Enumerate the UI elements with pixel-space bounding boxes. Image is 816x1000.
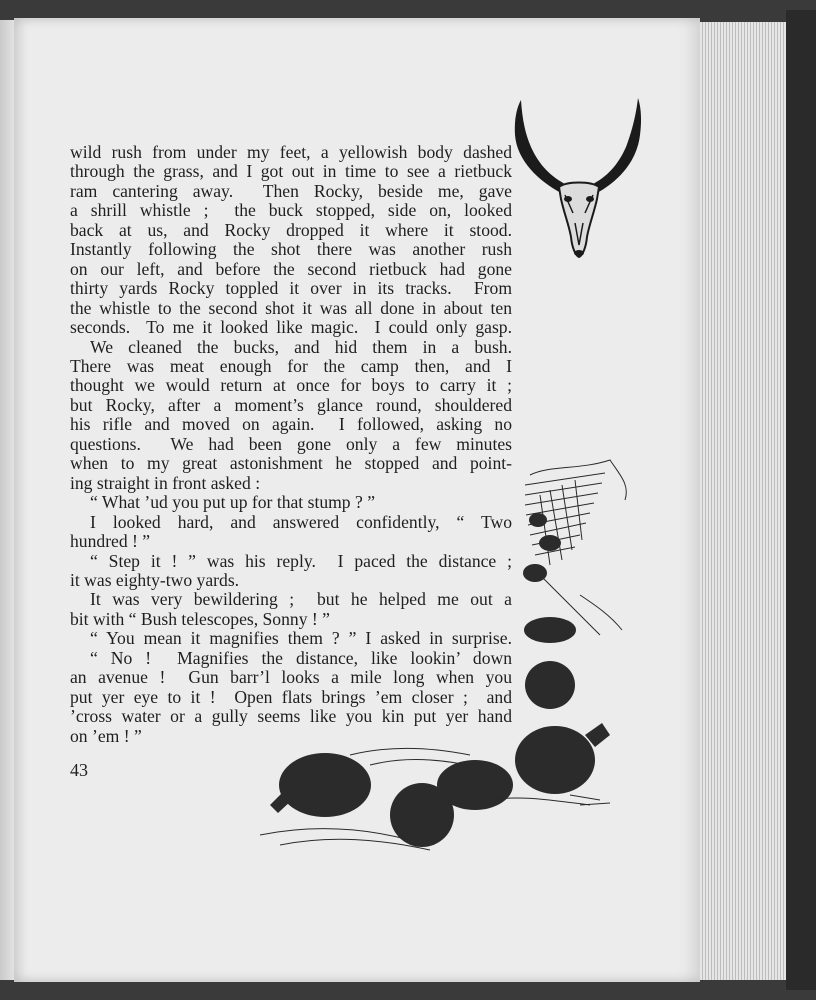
text-line: the whistle to the second shot it was all done in about ten [70, 297, 512, 318]
right-horn [591, 98, 641, 193]
book-cover [786, 10, 816, 990]
text-line: There was meat enough for the camp then, and I [70, 355, 512, 376]
text-line: questions. We had been gone only a few minutes [70, 433, 512, 454]
text-line: an avenue ! Gun barr’l looks a mile long when you [70, 667, 512, 688]
text-line: “ You mean it magnifies them ? ” I asked in surprise. [90, 628, 512, 649]
text-line: thirty yards Rocky toppled it over in its tracks. From [70, 278, 512, 299]
skull-nose [574, 250, 584, 256]
text-line: We cleaned the bucks, and hid them in a bush. [90, 336, 512, 357]
skull-eye-left [564, 196, 572, 202]
skull [559, 183, 599, 258]
text-line: bit with “ Bush telescopes, Sonny ! ” [70, 608, 330, 629]
guinea-fowl-small [515, 513, 610, 794]
skull-eye-right [586, 196, 594, 202]
text-line: It was very bewildering ; but he helped me out a [90, 589, 512, 610]
text-line: ram cantering away. Then Rocky, beside me, gave [70, 180, 512, 201]
left-horn [515, 100, 567, 193]
text-line: I looked hard, and answered confidently, “ Two [90, 511, 512, 532]
text-line: wild rush from under my feet, a yellowish body dashed [70, 142, 512, 162]
page-edges-stack [700, 22, 786, 980]
text-line: a shrill whistle ; the buck stopped, side on, looked [70, 200, 512, 221]
buck-skull-illustration [505, 95, 655, 265]
text-line: when to my great astonishment he stopped and point- [70, 453, 512, 474]
text-line: put yer eye to it ! Open flats brings ’em closer ; and [70, 686, 512, 707]
text-line: back at us, and Rocky dropped it where it stood. [70, 219, 512, 240]
bush-hatching [350, 460, 626, 770]
guinea-fowl-front [270, 753, 513, 847]
text-line: thought we would return at once for boys to carry it ; [70, 375, 512, 396]
text-line: on our left, and before the second rietbuck had gone [70, 258, 512, 279]
guinea-fowl-illustration [250, 455, 650, 855]
left-page-edge [0, 20, 14, 980]
text-line: “ Step it ! ” was his reply. I paced the distance ; [90, 550, 512, 571]
text-line: his rifle and moved on again. I followed, asking no [70, 414, 512, 435]
text-line: but Rocky, after a moment’s glance round, shouldered [70, 394, 512, 415]
text-line: ing straight in front asked : [70, 472, 261, 493]
text-line: it was eighty-two yards. [70, 569, 240, 590]
page-number: 43 [70, 760, 88, 780]
text-line: ’cross water or a gully seems like you kin put yer hand [70, 706, 512, 727]
text-line: seconds. To me it looked like magic. I could only gasp. [70, 317, 512, 338]
text-line: “ No ! Magnifies the distance, like lookin’ down [90, 647, 512, 668]
text-line: Instantly following the shot there was another rush [70, 239, 512, 260]
text-line: through the grass, and I got out in time to see a rietbuck [70, 161, 512, 182]
text-line: on ’em ! ” [70, 725, 142, 746]
text-line: hundred ! ” [70, 531, 151, 552]
text-line: “ What ’ud you put up for that stump ? ” [90, 492, 376, 513]
